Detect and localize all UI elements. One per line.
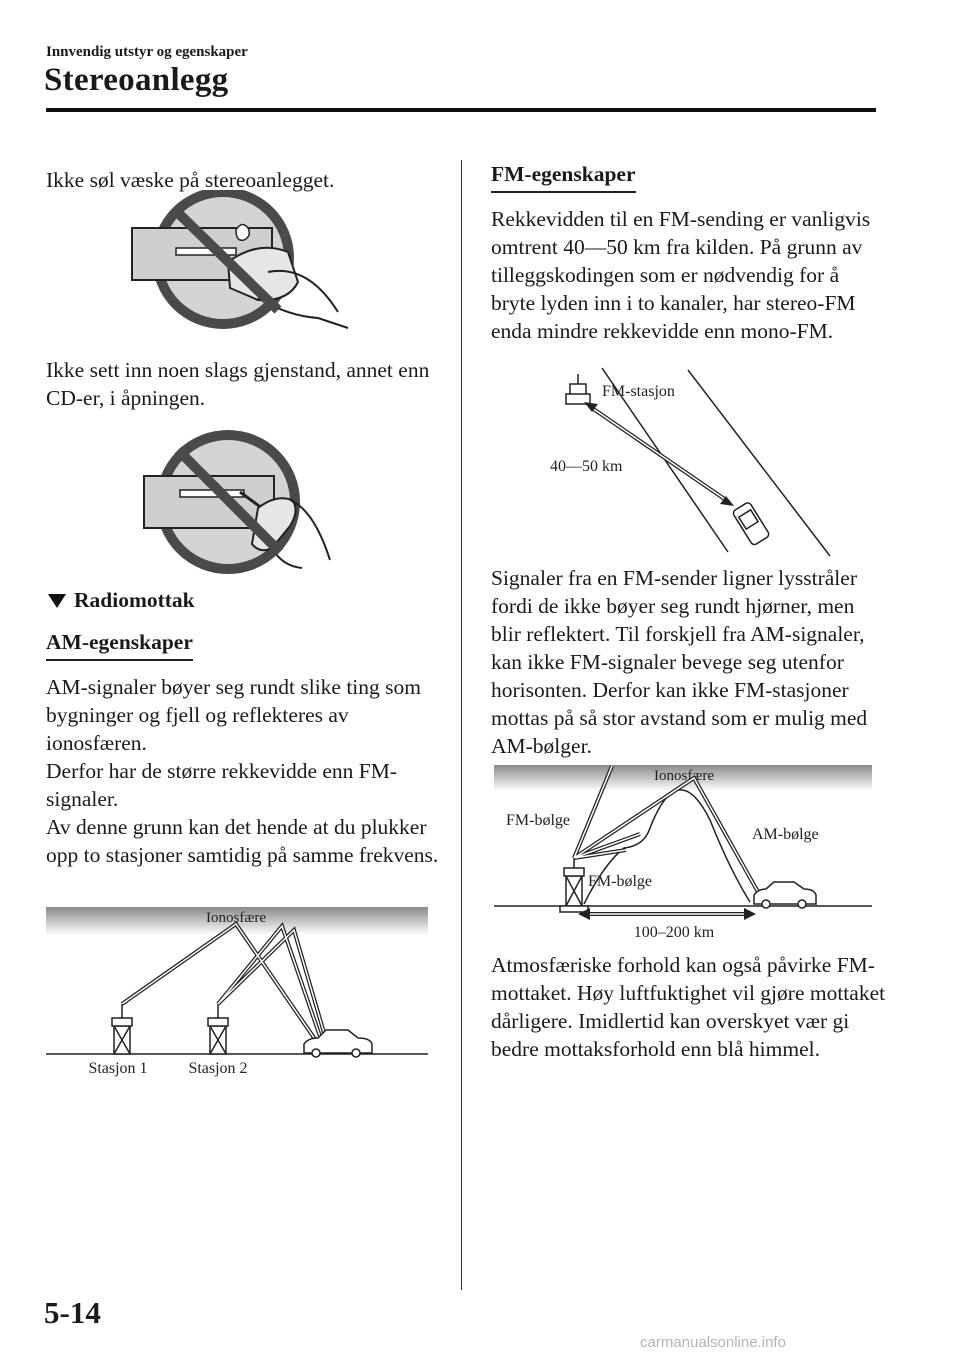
triangle-bullet-icon (48, 594, 66, 608)
fm-am-propagation-diagram (494, 758, 872, 944)
station-2-label: Stasjon 2 (188, 1060, 248, 1077)
section-label: Innvendig utstyr og egenskaper (46, 44, 248, 60)
warning-object-text: Ikke sett inn noen slags gjenstand, annet enn CD-er, i åpningen. (46, 358, 430, 410)
station-1-label: Stasjon 1 (88, 1060, 148, 1077)
fm-heading: FM-egenskaper (491, 162, 636, 193)
atmosphere-text: Atmosfæriske forhold kan også påvirke FM-mottaket. Høy luftfuktighet vil gjøre mottaket dårligere. Imidlertid kan overskyet vær gi bedre mottaksforhold enn blå himmel. (491, 953, 886, 1061)
fm-station-icon (566, 374, 590, 404)
fm-range-text: Rekkevidden til en FM-sending er vanligvis omtrent 40―50 km fra kilden. På grunn av tilleggskodingen som er nødvendig for å bryte lyden inn i to kanaler, har stereo-FM enda mindre rekkevidde enn mono-FM. (491, 207, 871, 343)
warning-liquid-text: Ikke søl væske på stereoanlegget. (46, 168, 335, 192)
watermark: carmanualsonline.info (640, 1334, 786, 1351)
station-2-tower-icon (208, 1004, 228, 1054)
no-object-illustration (140, 428, 355, 588)
fm-range-diagram (540, 364, 840, 560)
car-icon (754, 882, 816, 908)
car-icon-top-view (732, 501, 770, 546)
fm-wave-top-label: FM-bølge (506, 812, 570, 829)
am-propagation-diagram (46, 900, 428, 1080)
radio-reception-heading (48, 588, 195, 613)
am-heading: AM-egenskaper (46, 630, 193, 661)
header-rule (46, 108, 876, 112)
column-divider (461, 160, 462, 1290)
am-wave-label: AM-bølge (752, 826, 819, 843)
car-icon (304, 1030, 372, 1057)
radio-reception-label: Radiomottak (74, 588, 195, 612)
fm-tower-icon (560, 858, 588, 912)
distance-label: 100–200 km (633, 924, 715, 941)
fm-distance-label: 40―50 km (550, 458, 623, 475)
station-1-tower-icon (112, 1004, 132, 1054)
ionosphere-label: Ionosfære (654, 768, 714, 784)
fm-wave-bottom-label: FM-bølge (588, 873, 652, 890)
ionosphere-label: Ionosfære (206, 910, 266, 926)
page-number: 5-14 (44, 1295, 101, 1330)
fm-propagation-text: Signaler fra en FM-sender ligner lysstråler fordi de ikke bøyer seg rundt hjørner, men blir reflektert. Til forskjell fra AM-signaler, kan ikke FM-signaler bevege seg utenfor horisonten. Derfor kan ikke FM-stasjoner mottas på så stor avstand som er mulig med AM-bølger. (491, 566, 868, 758)
fm-station-label: FM-stasjon (602, 383, 675, 400)
am-description: AM-signaler bøyer seg rundt slike ting som bygninger og fjell og reflekteres av ionosfæren. Derfor har de større rekkevidde enn FM-signaler. Av denne grunn kan det hende at du plukker opp to stasjoner samtidig på samme frekvens. (46, 675, 439, 867)
no-liquid-illustration (128, 190, 358, 340)
chapter-title: Stereoanlegg (44, 62, 229, 98)
